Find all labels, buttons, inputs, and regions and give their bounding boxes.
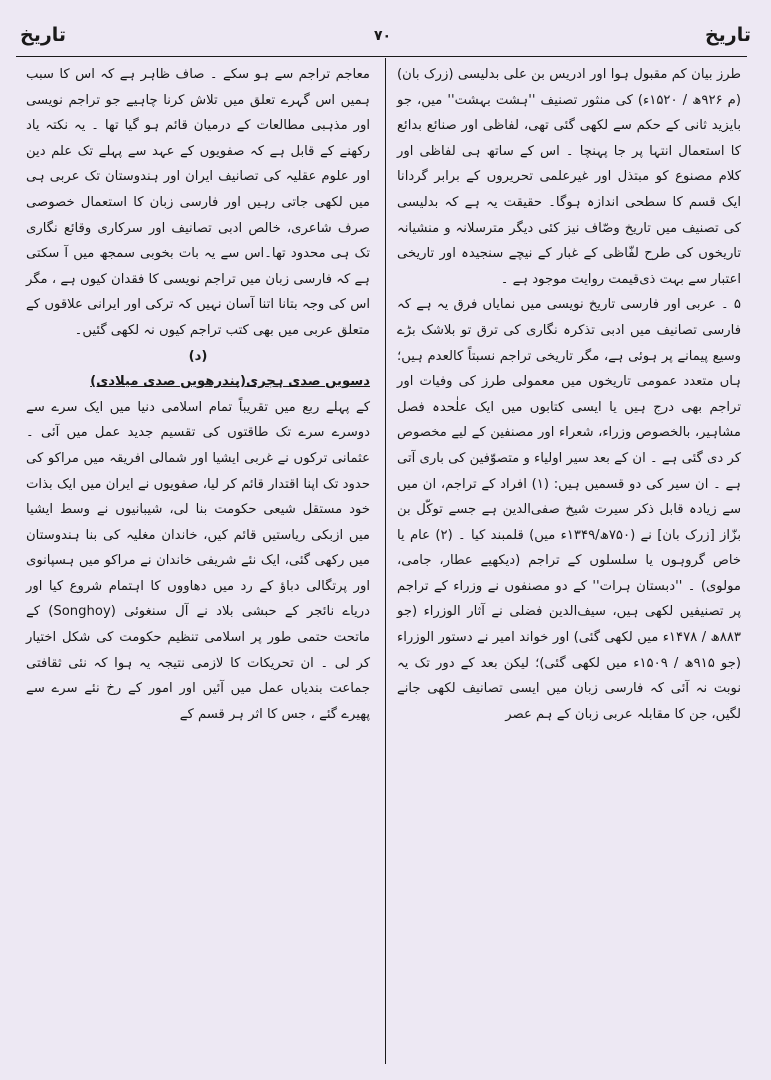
left-paragraph-1: معاجم تراجم سے ہو سکے ۔ صاف ظاہر ہے کہ اس کا سبب ہمیں اس گہرے تعلق میں تلاش کرنا چاہیے جو تراجم نویسی اور مذہبی مطالعات کے درمیان قائم ہو گیا تھا ۔ یہ نکتہ یاد رکھنے کے قابل ہے کہ صفویوں کے عہد سے پہلے تک علم دین اور علوم عقلیہ کی تصانیف ایران اور ہندوستان تک عربی ہی میں لکھی جاتی رہیں اور فارسی زبان کا استعمال خصوصی صرف شاعری، خالص ادبی تصانیف اور سرکاری وقائع نگاری تک ہی محدود تھا۔اس سے یہ بات بخوبی سمجھ میں آ سکتی ہے کہ فارسی زبان میں تراجم نویسی کا فقدان کیوں ہے ، مگر اس کی وجہ بتانا اتنا آسان نہیں کہ ترکی اور ایرانی علاقوں کے متعلق عربی میں بھی کتب تراجم کیوں نہ لکھی گئیں۔ bbox=[26, 67, 370, 338]
right-paragraph-2: ۵ ۔ عربی اور فارسی تاریخ نویسی میں نمایاں فرق یہ ہے کہ فارسی تصانیف میں ادبی تذکرہ نگاری کی ترق تو بلاشک بڑے وسیع پیمانے پر ہوئی ہے، مگر تاریخی تراجم نسبتاً کالعدم ہیں؛ ہاں متعدد عمومی تاریخوں میں معمولی طرز کی وفیات اور تراجم بھی درج ہیں یا ایسی کتابوں میں ایک علٰحدہ فصل مشاہیر، بالخصوص وزراء، شعراء اور مصنفین کے لیے مخصوص کر دی گئی ہے ۔ ان کے بعد سیر اولیاء و متصوّفین کی باری آتی ہے ۔ ان سیر کی دو قسمیں ہیں: (۱) افراد کے تراجم، ان میں سے زیادہ قابل ذکر سیرت شیخ صفی‌الدین ہے جسے توکّل بن بزّاز [زرک بان] نے (۷۵۰ھ/۱۳۴۹ء میں) قلمبند کیا ۔ (۲) عام یا خاص گروہوں یا سلسلوں کے تراجم (دیکھیے عطار، جامی، مولوی) ۔ ''دبستان ہرات'' کے دو مصنفوں نے وزراء کے تراجم پر تصنیفیں لکھی ہیں، سیف‌الدین فضلی نے آثار الوزراء (جو ۸۸۳ھ / ۱۴۷۸ء میں لکھی گئی) اور خواند امیر نے دستور الوزراء (جو ۹۱۵ھ / ۱۵۰۹ء میں لکھی گئی)؛ لیکن بعد کے دور تک یہ نوبت نہ آئی کہ فارسی زبان میں ایسی تصانیف لکھی جانے لگیں، جن کا مقابلہ عربی زبان کے ہم عصر bbox=[397, 297, 741, 722]
page-header bbox=[14, 24, 751, 52]
right-paragraph-1: طرز بیان کم مقبول ہوا اور ادریس بن علی بدلیسی (زرک بان) (م ۹۲۶ھ / ۱۵۲۰ء) کی منثور تصنیف ''ہشت بہشت'' میں، جو بایزید ثانی کے حکم سے لکھی گئی تھی، لفاظی اور صنائع بدائع کا استعمال انتہا پر جا پہنچا ۔ اس کے ساتھ ہی لفاظی اور کلام مصنوع کو مبتذل اور غیرعلمی تحریروں کے برابر گردانا ایک قسم کا سطحی اندازہ ہوگا۔ حقیقت یہ ہے کہ بدلیسی کی تصنیف میں تاریخ وصّاف نیز کئی دیگر مترسلانہ و منشیانہ تاریخوں کی طرح لفّاظی کے غبار کے نیچے سنجیدہ اور تاریخی اعتبار سے بہت ذی‌قیمت روایت موجود ہے ۔ bbox=[397, 67, 741, 287]
page-number: ۷۰ bbox=[373, 28, 392, 44]
section-mark: (د) bbox=[188, 348, 208, 364]
running-head-right: تاریخ bbox=[704, 24, 751, 46]
running-head-left: تاریخ bbox=[20, 24, 67, 46]
right-column bbox=[397, 62, 741, 727]
section-heading: دسویں صدی ہجری(پندرھویں صدی میلادی) bbox=[90, 374, 370, 390]
header-rule bbox=[16, 56, 747, 57]
left-paragraph-2: کے پہلے ربع میں تقریباً تمام اسلامی دنیا میں ایک سرے سے دوسرے سرے تک طاقتوں کی تقسیم جدید عمل میں آئی ۔ عثمانی ترکوں نے غربی ایشیا اور شمالی افریقہ میں مراکو کی حدود تک اپنا اقتدار قائم کر لیا، صفویوں نے ایران میں ایک بذات خود مستقل شیعی حکومت بنا لی، شیبانیوں نے وسط ایشیا میں ازبکی ریاستیں قائم کیں، خاندان مغلیہ کی بنا ہندوستان میں رکھی گئی، ایک نئے شریفی خاندان نے مراکو میں ہسپانوی اور پرتگالی دباؤ کے رد میں دھاووں کا اہتمام شروع کیا اور دریاے نائجر کے حبشی بلاد نے آل سنغوئی (Songhoy) کے ماتحت حتمی طور پر اسلامی تنظیم حکومت کی شکل اختیار کر لی ۔ ان تحریکات کا لازمی نتیجہ یہ ہوا کہ نئی ثقافتی جماعت بندیاں عمل میں آئیں اور امور کے رخ نئے سرے سے پھیرے گئے ، جس کا اثر ہر قسم کے bbox=[26, 399, 370, 722]
column-divider bbox=[385, 58, 386, 1064]
left-column bbox=[26, 62, 370, 727]
